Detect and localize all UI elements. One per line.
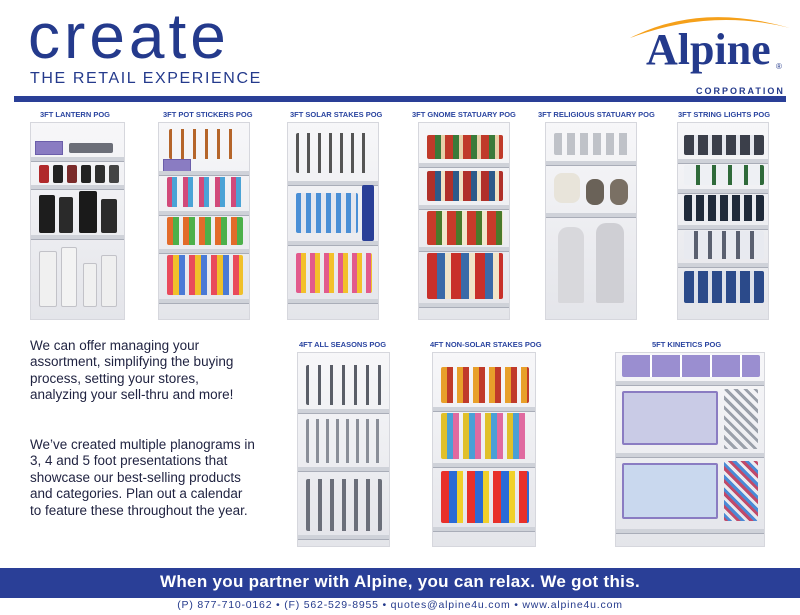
pog-label-kinetics: 5FT KINETICS POG [652, 340, 722, 349]
pog-image-pot-stickers [158, 122, 250, 320]
pog-label-religious-statuary: 3FT RELIGIOUS STATUARY POG [538, 110, 655, 119]
contact-line: (P) 877-710-0162 • (F) 562-529-8955 • quotes@alpine4u.com • www.alpine4u.com [177, 599, 623, 611]
logo-corporation: CORPORATION [696, 86, 785, 96]
pog-image-all-seasons [297, 352, 390, 547]
pog-label-string-lights: 3FT STRING LIGHTS POG [678, 110, 771, 119]
pog-label-gnome-statuary: 3FT GNOME STATUARY POG [412, 110, 516, 119]
pog-image-solar-stakes [287, 122, 379, 320]
pog-image-religious-statuary [545, 122, 637, 320]
pog-header-card [35, 141, 63, 155]
header-divider [14, 96, 786, 102]
pog-image-lantern [30, 122, 125, 320]
logo-wordmark: Alpine [646, 25, 771, 74]
pog-image-string-lights [677, 122, 769, 320]
pog-image-gnome-statuary [418, 122, 510, 320]
pog-label-all-seasons: 4FT ALL SEASONS POG [299, 340, 387, 349]
planogram-paragraph: We’ve created multiple planograms in 3, 4 and 5 foot presentations that showcase our best-selling products and categories. Plan out a calendar to feature these throughout the year. [30, 437, 255, 518]
alpine-logo [600, 8, 795, 100]
pog-image-kinetics [615, 352, 765, 547]
pog-label-non-solar-stakes: 4FT NON-SOLAR STAKES POG [430, 340, 542, 349]
pog-label-solar-stakes: 3FT SOLAR STAKES POG [290, 110, 383, 119]
page-subtitle: THE RETAIL EXPERIENCE [30, 70, 262, 87]
intro-paragraph: We can offer managing your assortment, simplifying the buying process, setting your stores, analyzing your sell-thru and more! [30, 338, 234, 403]
page-title: create [28, 0, 230, 72]
pog-label-lantern: 3FT LANTERN POG [40, 110, 111, 119]
footer-tagline: When you partner with Alpine, you can relax. We got this. [160, 572, 640, 591]
logo-registered-mark: ® [776, 62, 782, 71]
pog-image-non-solar-stakes [432, 352, 536, 547]
pog-label-pot-stickers: 3FT POT STICKERS POG [163, 110, 253, 119]
